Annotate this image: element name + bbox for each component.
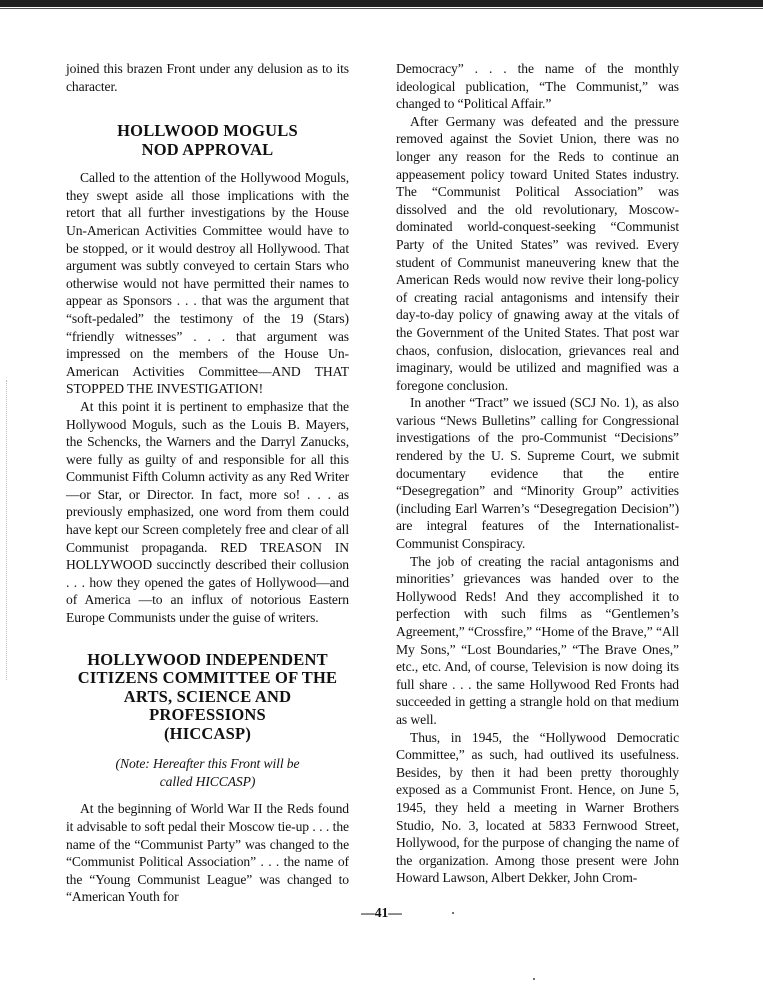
paragraph-tract: In another “Tract” we issued (SCJ No. 1), as also various “News Bulletins” calling for Congressional investigations of the pro-Communist “Decisions” rendered by the U. S. Supreme Court, we submit documentary evidence that the entire “Desegregation” and “Minority Group” activities (including Earl Warren’s “Desegregation Decision”) are integral features of the Internationalist-Communist Conspiracy. xyxy=(396,395,679,552)
top-border-rule-thin xyxy=(0,8,763,9)
heading-line: (HICCASP) xyxy=(163,723,252,743)
scan-speck xyxy=(452,912,454,914)
scan-speck xyxy=(533,978,535,980)
section-heading-moguls xyxy=(66,122,349,159)
section-heading-hiccasp xyxy=(66,651,349,744)
paragraph-continued: Democracy” . . . the name of the monthly ideological publication, “The Communist,” was changed to “Political Affair.” xyxy=(396,61,679,112)
page-number: —41— xyxy=(361,905,402,920)
heading-line: NOD APPROVAL xyxy=(141,139,274,159)
paragraph-1945-meeting: Thus, in 1945, the “Hollywood Democratic Committee,” as such, had outlived its usefulness. Besides, by then it had been pretty thoroughly exposed as a Communist Front. Hence, on June 5, 1945, they held a meeting in Warner Brothers Studio, No. 3, located at 5833 Fernwood Street, Hollywood, for the purpose of changing the name of the organization. Among those present were John Howard Lawson, Albert Dekker, John Crom- xyxy=(396,729,679,886)
right-column xyxy=(396,60,679,887)
paragraph-post-war: After Germany was defeated and the pressure removed against the Soviet Union, there was no longer any reason for the Reds to continue an appeasement policy toward United States industry. The “Communist Political Association” was dissolved and the old revolutionary, Moscow-dominated world-conquest-seeking “Communist Party of the United States” was revived. Every student of Communist maneuvering knew that the American Reds would now revive their long-policy of creating racial antagonisms and intensify their day-to-day policy of gnawing away at the vitals of the Government of the United States. That post war chaos, confusion, dislocation, grievances real and imaginary, would be utilized and magnified was a foregone conclusion. xyxy=(396,113,679,393)
paragraph-hiccasp-1: At the beginning of World War II the Reds found it advisable to soft pedal their Moscow tie-up . . . the name of the “Communist Party” was changed to the “Communist Political Association” . . . the name of the “Young Communist League” was changed to “American Youth for xyxy=(66,801,349,905)
editorial-note xyxy=(66,755,349,790)
heading-line: CITIZENS COMMITTEE OF THE xyxy=(77,668,338,688)
margin-scan-artifact xyxy=(6,380,8,680)
heading-line: HOLLYWOOD INDEPENDENT xyxy=(87,649,328,669)
heading-line: ARTS, SCIENCE AND PROFESSIONS xyxy=(123,686,292,725)
left-column xyxy=(66,60,349,906)
top-border-rule xyxy=(0,0,763,7)
heading-line: HOLLWOOD MOGULS xyxy=(117,121,298,141)
note-line: (Note: Hereafter this Front will be xyxy=(115,756,300,772)
paragraph-moguls-1: Called to the attention of the Hollywood Moguls, they swept aside all those implications with the retort that all further investigations by the House Un-American Activities Committee would have to be stopped, or it would destroy all Hollywood. That argument was subtly conveyed to certain Stars who otherwise would not have permitted their names to appear as Sponsors . . . that was the argument that “soft-pedaled” the testimony of the 19 (Stars) “friendly witnesses” . . . that argument was impressed on the members of the House Un-American Activities Committee—AND THAT STOPPED THE INVESTIGATION! xyxy=(66,170,349,397)
note-line: called HICCASP) xyxy=(159,773,256,789)
paragraph-intro: joined this brazen Front under any delusion as to its character. xyxy=(66,61,349,94)
paragraph-moguls-2: At this point it is pertinent to emphasize that the Hollywood Moguls, such as the Louis B. Mayers, the Schencks, the Warners and the Darryl Zanucks, were fully as guilty of and responsible for all this Communist Fifth Column activity as any Red Writer—or Star, or Director. In fact, more so! . . . as previously emphasized, one word from them could have kept our Screen completely free and clear of all Communist propaganda. RED TREASON IN HOLLYWOOD succinctly described their collusion . . . how they opened the gates of Hollywood—and of America —to an influx of notorious Eastern Europe Communists under the guise of writers. xyxy=(66,398,349,626)
paragraph-racial-antagonisms: The job of creating the racial antagonisms and minorities’ grievances was handed over to the Hollywood Reds! And they accomplished it to perfection with such films as “Gentlemen’s Agreement,” “Crossfire,” “Home of the Brave,” “All My Sons,” “Lost Boundaries,” “The Brave Ones,” etc., etc. And, of course, Television is now doing its full share . . . the same Hollywood Red Fronts had succeeded in getting a strangle hold on that medium as well. xyxy=(396,553,679,727)
